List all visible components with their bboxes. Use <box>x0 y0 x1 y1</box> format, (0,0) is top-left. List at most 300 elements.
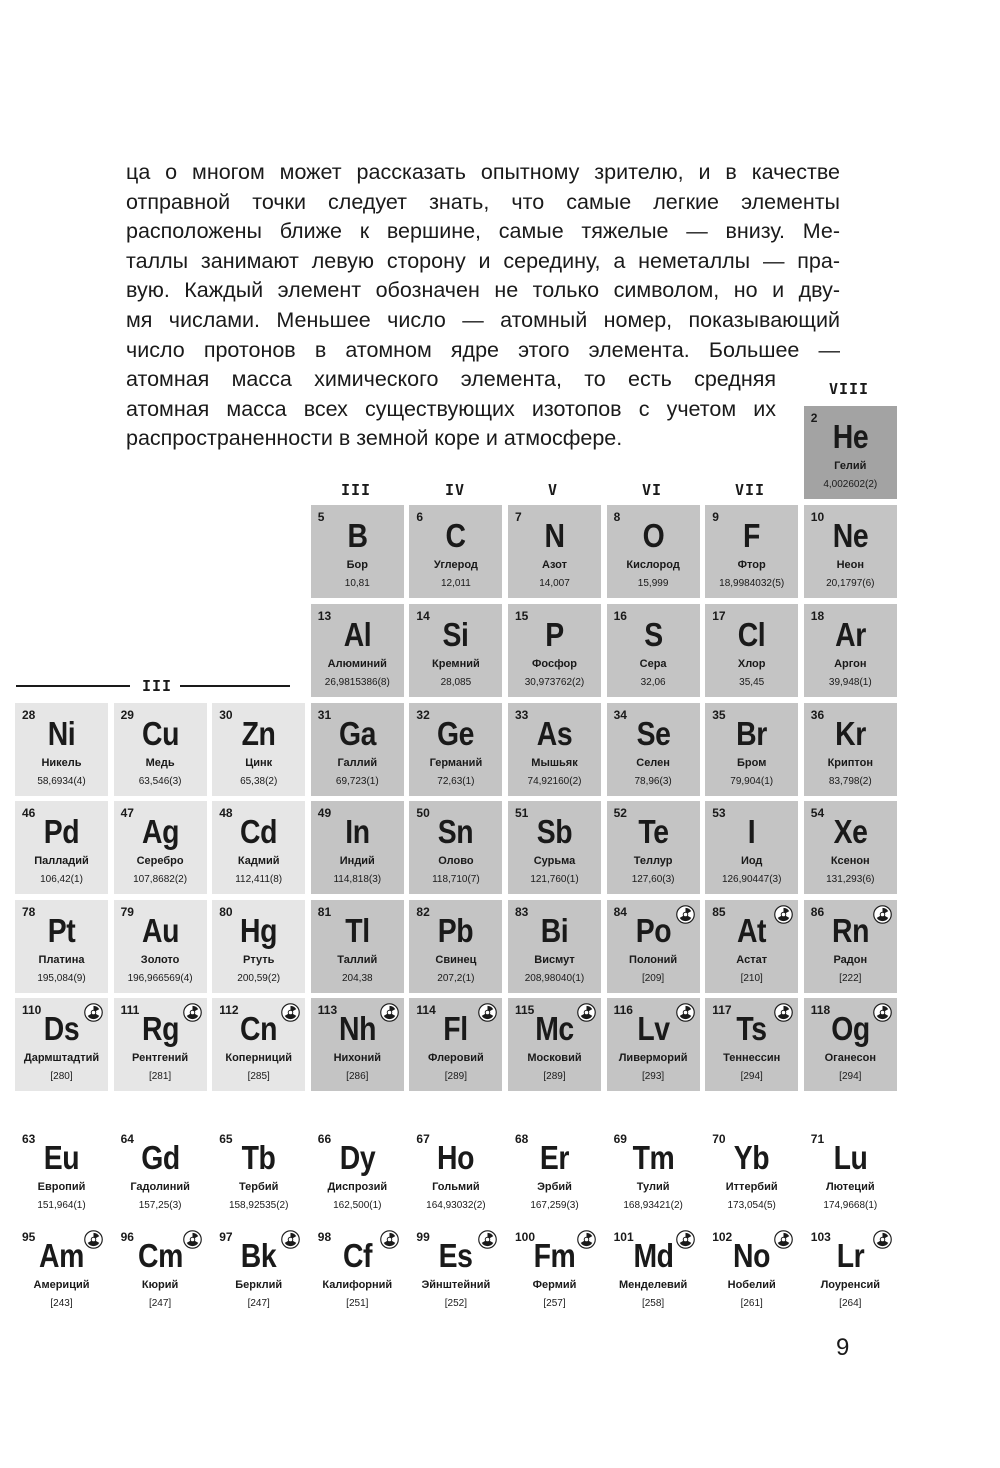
atomic-number: 101 <box>613 1230 634 1244</box>
atomic-number: 102 <box>712 1230 733 1244</box>
atomic-number: 64 <box>120 1132 134 1146</box>
atomic-number: 95 <box>22 1230 36 1244</box>
atomic-number: 113 <box>317 1003 338 1017</box>
atomic-mass: 131,293(6) <box>826 874 875 885</box>
element-name: Лютеций <box>825 1181 875 1193</box>
paragraph-line: вую. Каждый элемент обозначен не только символом, но и дву- <box>126 278 840 303</box>
atomic-number: 47 <box>120 806 134 820</box>
element-symbol: Lr <box>836 1237 865 1274</box>
atomic-number: 50 <box>416 806 430 820</box>
element-cell-rn <box>804 900 897 993</box>
element-symbol: Cd <box>240 813 278 850</box>
element-symbol: Po <box>635 912 671 949</box>
atomic-number: 29 <box>120 708 134 722</box>
atomic-mass: 63,546(3) <box>138 776 182 787</box>
element-symbol: Ar <box>834 616 866 653</box>
atomic-mass: 157,25(3) <box>138 1200 182 1211</box>
element-symbol: No <box>733 1237 771 1274</box>
element-name: Селен <box>636 757 670 769</box>
element-name: Флеровий <box>427 1052 484 1064</box>
atomic-number: 18 <box>810 609 825 623</box>
element-symbol: Se <box>636 715 671 752</box>
element-cell-ni <box>15 703 108 796</box>
atomic-mass: 72,63(1) <box>437 776 475 787</box>
atomic-number: 28 <box>22 708 36 722</box>
atomic-mass: 126,90447(3) <box>721 874 782 885</box>
element-name: Тулий <box>636 1181 670 1193</box>
element-cell-tl <box>311 900 404 993</box>
element-name: Ртуть <box>242 954 275 966</box>
element-name: Таллий <box>337 954 378 966</box>
element-cell-ga <box>311 703 404 796</box>
atomic-number: 68 <box>515 1132 529 1146</box>
atomic-number: 65 <box>219 1132 233 1146</box>
element-name: Гольмий <box>432 1181 480 1193</box>
element-cell-zn <box>212 703 305 796</box>
atomic-mass: 35,45 <box>739 677 765 688</box>
radiation-icon <box>873 1230 892 1249</box>
atomic-mass: 78,96(3) <box>634 776 672 787</box>
element-symbol: Lu <box>833 1139 868 1176</box>
element-symbol: Xe <box>833 813 868 850</box>
element-name: Палладий <box>34 855 89 867</box>
atomic-number: 67 <box>416 1132 430 1146</box>
atomic-number: 51 <box>515 806 529 820</box>
element-cell-md <box>607 1225 700 1318</box>
element-cell-cf <box>311 1225 404 1318</box>
atomic-number: 5 <box>317 510 325 524</box>
element-symbol: Er <box>539 1139 570 1176</box>
element-name: Свинец <box>435 954 477 966</box>
element-symbol: Pb <box>438 912 474 949</box>
atomic-number: 6 <box>416 510 424 524</box>
atomic-number: 86 <box>810 905 825 919</box>
atomic-number: 99 <box>416 1230 430 1244</box>
radiation-icon <box>873 905 892 924</box>
element-symbol: Fl <box>443 1010 469 1047</box>
radiation-icon <box>183 1003 202 1022</box>
element-name: Америций <box>33 1279 90 1291</box>
radiation-icon <box>577 1003 596 1022</box>
element-cell-se <box>607 703 700 796</box>
element-symbol: Sb <box>536 813 573 850</box>
element-symbol: Rn <box>831 912 869 949</box>
atomic-number: 110 <box>22 1003 42 1017</box>
element-cell-nh <box>311 998 404 1091</box>
atomic-number: 114 <box>416 1003 436 1017</box>
element-symbol: Ni <box>47 715 76 752</box>
element-cell-ts <box>705 998 798 1091</box>
atomic-mass: 118,710(7) <box>432 874 480 885</box>
element-symbol: Es <box>438 1237 473 1274</box>
element-cell-yb <box>705 1127 798 1220</box>
atomic-mass: 168,93421(2) <box>623 1200 683 1211</box>
element-name: Ливерморий <box>618 1052 688 1064</box>
atomic-number: 115 <box>515 1003 535 1017</box>
element-name: Теллур <box>633 855 673 867</box>
atomic-mass: [285] <box>247 1071 270 1082</box>
element-name: Галлий <box>337 757 378 769</box>
element-cell-i <box>705 801 798 894</box>
element-name: Хлор <box>737 658 766 670</box>
element-name: Эйнштейний <box>421 1279 491 1291</box>
element-symbol: B <box>347 517 368 554</box>
atomic-number: 81 <box>317 905 332 919</box>
element-cell-eu <box>15 1127 108 1220</box>
element-name: Менделевий <box>618 1279 688 1291</box>
element-cell-gd <box>114 1127 207 1220</box>
element-name: Бор <box>346 559 368 571</box>
paragraph-line: отправной точки следует знать, что самые легкие элементы <box>126 189 840 214</box>
element-cell-es <box>409 1225 502 1318</box>
element-name: Цинк <box>245 757 273 769</box>
element-cell-pd <box>15 801 108 894</box>
element-symbol: P <box>545 616 564 653</box>
element-symbol: Sn <box>438 813 474 850</box>
element-symbol: Ds <box>43 1010 80 1047</box>
element-symbol: Si <box>442 616 469 653</box>
atomic-mass: [222] <box>839 973 862 984</box>
element-symbol: As <box>536 715 573 752</box>
element-cell-pb <box>409 900 502 993</box>
element-symbol: Mc <box>535 1010 574 1047</box>
atomic-mass: 196,966569(4) <box>127 973 193 984</box>
atomic-mass: 200,59(2) <box>237 973 281 984</box>
atomic-mass: [247] <box>148 1298 172 1309</box>
atomic-mass: [264] <box>839 1298 862 1309</box>
element-symbol: Ge <box>437 715 475 752</box>
element-name: Тербий <box>239 1181 279 1193</box>
element-cell-pt <box>15 900 108 993</box>
atomic-mass: 14,007 <box>539 578 570 589</box>
group-rule-right <box>180 685 290 687</box>
radiation-icon <box>281 1230 300 1249</box>
atomic-number: 30 <box>219 708 233 722</box>
atomic-mass: 20,1797(6) <box>826 578 875 589</box>
element-cell-tb <box>212 1127 305 1220</box>
atomic-mass: [210] <box>740 973 763 984</box>
element-symbol: Lv <box>636 1010 670 1047</box>
atomic-number: 100 <box>515 1230 536 1244</box>
element-symbol: Tb <box>241 1139 276 1176</box>
paragraph-line: распространенности в земной коре и атмосфере. <box>126 426 623 451</box>
element-name: Эрбий <box>537 1181 572 1193</box>
element-name: Нобелий <box>727 1279 776 1291</box>
atomic-number: 33 <box>515 708 529 722</box>
atomic-mass: [251] <box>346 1298 369 1309</box>
element-cell-ho <box>409 1127 502 1220</box>
atomic-mass: 158,92535(2) <box>228 1200 289 1211</box>
element-cell-fl <box>409 998 502 1091</box>
element-symbol: Ag <box>141 813 179 850</box>
radiation-icon <box>676 1003 695 1022</box>
element-symbol: Ho <box>437 1139 475 1176</box>
atomic-mass: [294] <box>839 1071 862 1082</box>
element-cell-bi <box>508 900 601 993</box>
radiation-icon <box>183 1230 202 1249</box>
element-name: Калифорний <box>322 1279 393 1291</box>
element-name: Углерод <box>433 559 478 571</box>
element-name: Полоний <box>629 954 678 966</box>
element-cell-lr <box>804 1225 897 1318</box>
atomic-number: 97 <box>219 1230 233 1244</box>
atomic-number: 46 <box>22 806 36 820</box>
element-cell-au <box>114 900 207 993</box>
radiation-icon <box>873 1003 892 1022</box>
element-name: Алюминий <box>327 658 387 670</box>
element-symbol: Eu <box>43 1139 80 1176</box>
element-cell-kr <box>804 703 897 796</box>
element-cell-no <box>705 1225 798 1318</box>
element-name: Олово <box>438 855 474 867</box>
element-name: Иттербий <box>725 1181 778 1193</box>
element-name: Платина <box>38 954 85 966</box>
element-symbol: C <box>445 517 466 554</box>
atomic-number: 118 <box>810 1003 831 1017</box>
element-cell-cd <box>212 801 305 894</box>
element-cell-lu <box>804 1127 897 1220</box>
body-paragraph <box>126 158 840 454</box>
atomic-number: 15 <box>515 609 529 623</box>
element-name: Кислород <box>626 559 680 571</box>
atomic-mass: 164,93032(2) <box>426 1200 486 1211</box>
element-symbol: Cf <box>342 1237 372 1274</box>
element-cell-cn <box>212 998 305 1091</box>
element-name: Сурьма <box>533 855 576 867</box>
atomic-mass: 167,259(3) <box>530 1200 579 1211</box>
element-name: Лоуренсий <box>820 1279 880 1291</box>
element-name: Кюрий <box>141 1279 179 1291</box>
element-name: Дармштадтий <box>23 1052 100 1064</box>
element-name: Европий <box>37 1181 86 1193</box>
atomic-number: 96 <box>120 1230 134 1244</box>
atomic-number: 16 <box>613 609 627 623</box>
element-cell-am <box>15 1225 108 1318</box>
element-symbol: S <box>643 616 663 653</box>
element-name: Рентгений <box>132 1052 189 1064</box>
atomic-number: 36 <box>810 708 825 722</box>
atomic-number: 80 <box>219 905 233 919</box>
radiation-icon <box>774 1230 793 1249</box>
atomic-number: 10 <box>810 510 825 524</box>
element-symbol: I <box>747 813 756 850</box>
radiation-icon <box>478 1003 497 1022</box>
atomic-number: 112 <box>219 1003 239 1017</box>
element-cell-p <box>508 604 601 697</box>
element-cell-o <box>607 505 700 598</box>
element-name: Теннессин <box>723 1052 781 1064</box>
atomic-mass: [257] <box>543 1298 566 1309</box>
element-name: Фтор <box>737 559 766 571</box>
element-cell-ge <box>409 703 502 796</box>
element-name: Золото <box>140 954 180 966</box>
radiation-icon <box>577 1230 596 1249</box>
element-symbol: Ts <box>736 1010 767 1047</box>
element-symbol: Ne <box>832 517 869 554</box>
element-name: Аргон <box>834 658 867 670</box>
atomic-mass: 74,92160(2) <box>527 776 582 787</box>
element-symbol: Au <box>141 912 179 949</box>
atomic-mass: [209] <box>641 973 665 984</box>
page-number: 9 <box>836 1334 850 1361</box>
atomic-mass: [281] <box>148 1071 172 1082</box>
atomic-mass: 106,42(1) <box>40 874 83 885</box>
atomic-number: 63 <box>22 1132 36 1146</box>
atomic-mass: [286] <box>346 1071 369 1082</box>
element-symbol: Am <box>39 1237 84 1274</box>
atomic-mass: 32,06 <box>640 677 666 688</box>
atomic-mass: 15,999 <box>637 578 669 589</box>
element-name: Серебро <box>136 855 184 867</box>
atomic-number: 79 <box>120 905 134 919</box>
atomic-mass: 79,904(1) <box>730 776 774 787</box>
atomic-mass: 195,084(9) <box>37 973 86 984</box>
atomic-number: 70 <box>712 1132 726 1146</box>
atomic-mass: 204,38 <box>342 973 373 984</box>
atomic-mass: 65,38(2) <box>240 776 278 787</box>
radiation-icon <box>380 1003 399 1022</box>
atomic-number: 52 <box>613 806 627 820</box>
paragraph-line: расположены ближе к вершине, самые тяжелые — внизу. Ме- <box>126 219 840 244</box>
element-cell-sn <box>409 801 502 894</box>
element-symbol: Zn <box>241 715 276 752</box>
element-symbol: Og <box>831 1010 870 1047</box>
element-name: Криптон <box>827 757 874 769</box>
atomic-number: 13 <box>317 609 332 623</box>
atomic-mass: [294] <box>740 1071 763 1082</box>
element-symbol: Rg <box>141 1010 179 1047</box>
atomic-mass: 121,760(1) <box>530 874 579 885</box>
group-label-iv: IV <box>444 481 466 499</box>
element-name: Астат <box>736 954 768 966</box>
atomic-number: 98 <box>317 1230 332 1244</box>
element-name: Индий <box>339 855 375 867</box>
atomic-mass: 114,818(3) <box>333 874 382 885</box>
atomic-number: 8 <box>613 510 621 524</box>
atomic-number: 14 <box>416 609 430 623</box>
element-name: Никель <box>41 757 82 769</box>
atomic-number: 117 <box>712 1003 732 1017</box>
atomic-mass: 208,98040(1) <box>524 973 585 984</box>
group-label-transition: III <box>141 677 173 695</box>
element-name: Медь <box>145 757 175 769</box>
element-cell-b <box>311 505 404 598</box>
element-cell-lv <box>607 998 700 1091</box>
atomic-mass: 26,9815386(8) <box>324 677 390 688</box>
group-label-vii: VII <box>734 481 766 499</box>
element-cell-cl <box>705 604 798 697</box>
atomic-number: 78 <box>22 905 36 919</box>
atomic-number: 32 <box>416 708 430 722</box>
element-symbol: Cl <box>737 616 766 653</box>
atomic-number: 34 <box>613 708 627 722</box>
element-symbol: Tm <box>632 1139 674 1176</box>
element-symbol: In <box>345 813 370 850</box>
element-cell-dy <box>311 1127 404 1220</box>
element-cell-n <box>508 505 601 598</box>
atomic-number: 31 <box>317 708 332 722</box>
element-name: Фосфор <box>532 658 577 670</box>
atomic-number: 82 <box>416 905 430 919</box>
atomic-number: 83 <box>515 905 529 919</box>
element-symbol: Ga <box>338 715 376 752</box>
element-cell-he <box>804 406 897 499</box>
atomic-number: 71 <box>810 1132 825 1146</box>
element-name: Радон <box>833 954 868 966</box>
atomic-number: 111 <box>120 1003 140 1017</box>
element-cell-as <box>508 703 601 796</box>
element-name: Бром <box>737 757 767 769</box>
element-cell-bk <box>212 1225 305 1318</box>
element-cell-rg <box>114 998 207 1091</box>
element-name: Диспрозий <box>327 1181 388 1193</box>
paragraph-line: атомная масса всех существующих изотопов с учетом их <box>126 396 776 421</box>
element-name: Мышьяк <box>531 757 578 769</box>
atomic-mass: 12,011 <box>440 578 471 589</box>
atomic-number: 69 <box>613 1132 627 1146</box>
element-cell-s <box>607 604 700 697</box>
atomic-mass: [261] <box>740 1298 763 1309</box>
element-name: Иод <box>740 855 763 867</box>
atomic-mass: 207,2(1) <box>437 973 475 984</box>
element-cell-fm <box>508 1225 601 1318</box>
element-name: Германий <box>429 757 483 769</box>
atomic-mass: [258] <box>641 1298 665 1309</box>
atomic-number: 84 <box>613 905 627 919</box>
element-name: Неон <box>836 559 865 571</box>
element-name: Московий <box>527 1052 582 1064</box>
element-cell-ds <box>15 998 108 1091</box>
atomic-number: 2 <box>810 411 818 425</box>
element-cell-c <box>409 505 502 598</box>
atomic-number: 116 <box>613 1003 633 1017</box>
element-cell-al <box>311 604 404 697</box>
element-cell-f <box>705 505 798 598</box>
element-name: Гадолиний <box>130 1181 190 1193</box>
element-symbol: Te <box>638 813 669 850</box>
atomic-number: 54 <box>810 806 825 820</box>
atomic-mass: 173,054(5) <box>727 1200 776 1211</box>
element-name: Азот <box>542 559 567 571</box>
radiation-icon <box>84 1230 103 1249</box>
element-cell-xe <box>804 801 897 894</box>
element-name: Берклий <box>235 1279 283 1291</box>
element-cell-ag <box>114 801 207 894</box>
atomic-mass: [293] <box>641 1071 665 1082</box>
element-cell-at <box>705 900 798 993</box>
element-symbol: Pt <box>47 912 76 949</box>
element-symbol: Kr <box>834 715 866 752</box>
paragraph-line: атомная масса химического элемента, то есть средняя <box>126 367 776 392</box>
element-symbol: Dy <box>339 1139 376 1176</box>
atomic-mass: 30,973762(2) <box>524 677 585 688</box>
element-name: Ксенон <box>830 855 870 867</box>
atomic-mass: 28,085 <box>440 677 472 688</box>
atomic-mass: 18,9984032(5) <box>719 578 785 589</box>
element-symbol: F <box>743 517 761 554</box>
atomic-mass: [252] <box>444 1298 468 1309</box>
element-name: Кадмий <box>237 855 280 867</box>
atomic-mass: 162,500(1) <box>333 1200 382 1211</box>
element-symbol: Tl <box>345 912 370 949</box>
atomic-mass: 83,798(2) <box>828 776 872 787</box>
element-name: Фермий <box>532 1279 577 1291</box>
atomic-number: 17 <box>712 609 726 623</box>
element-symbol: O <box>642 517 664 554</box>
element-symbol: Gd <box>140 1139 180 1176</box>
atomic-number: 85 <box>712 905 726 919</box>
element-cell-cu <box>114 703 207 796</box>
